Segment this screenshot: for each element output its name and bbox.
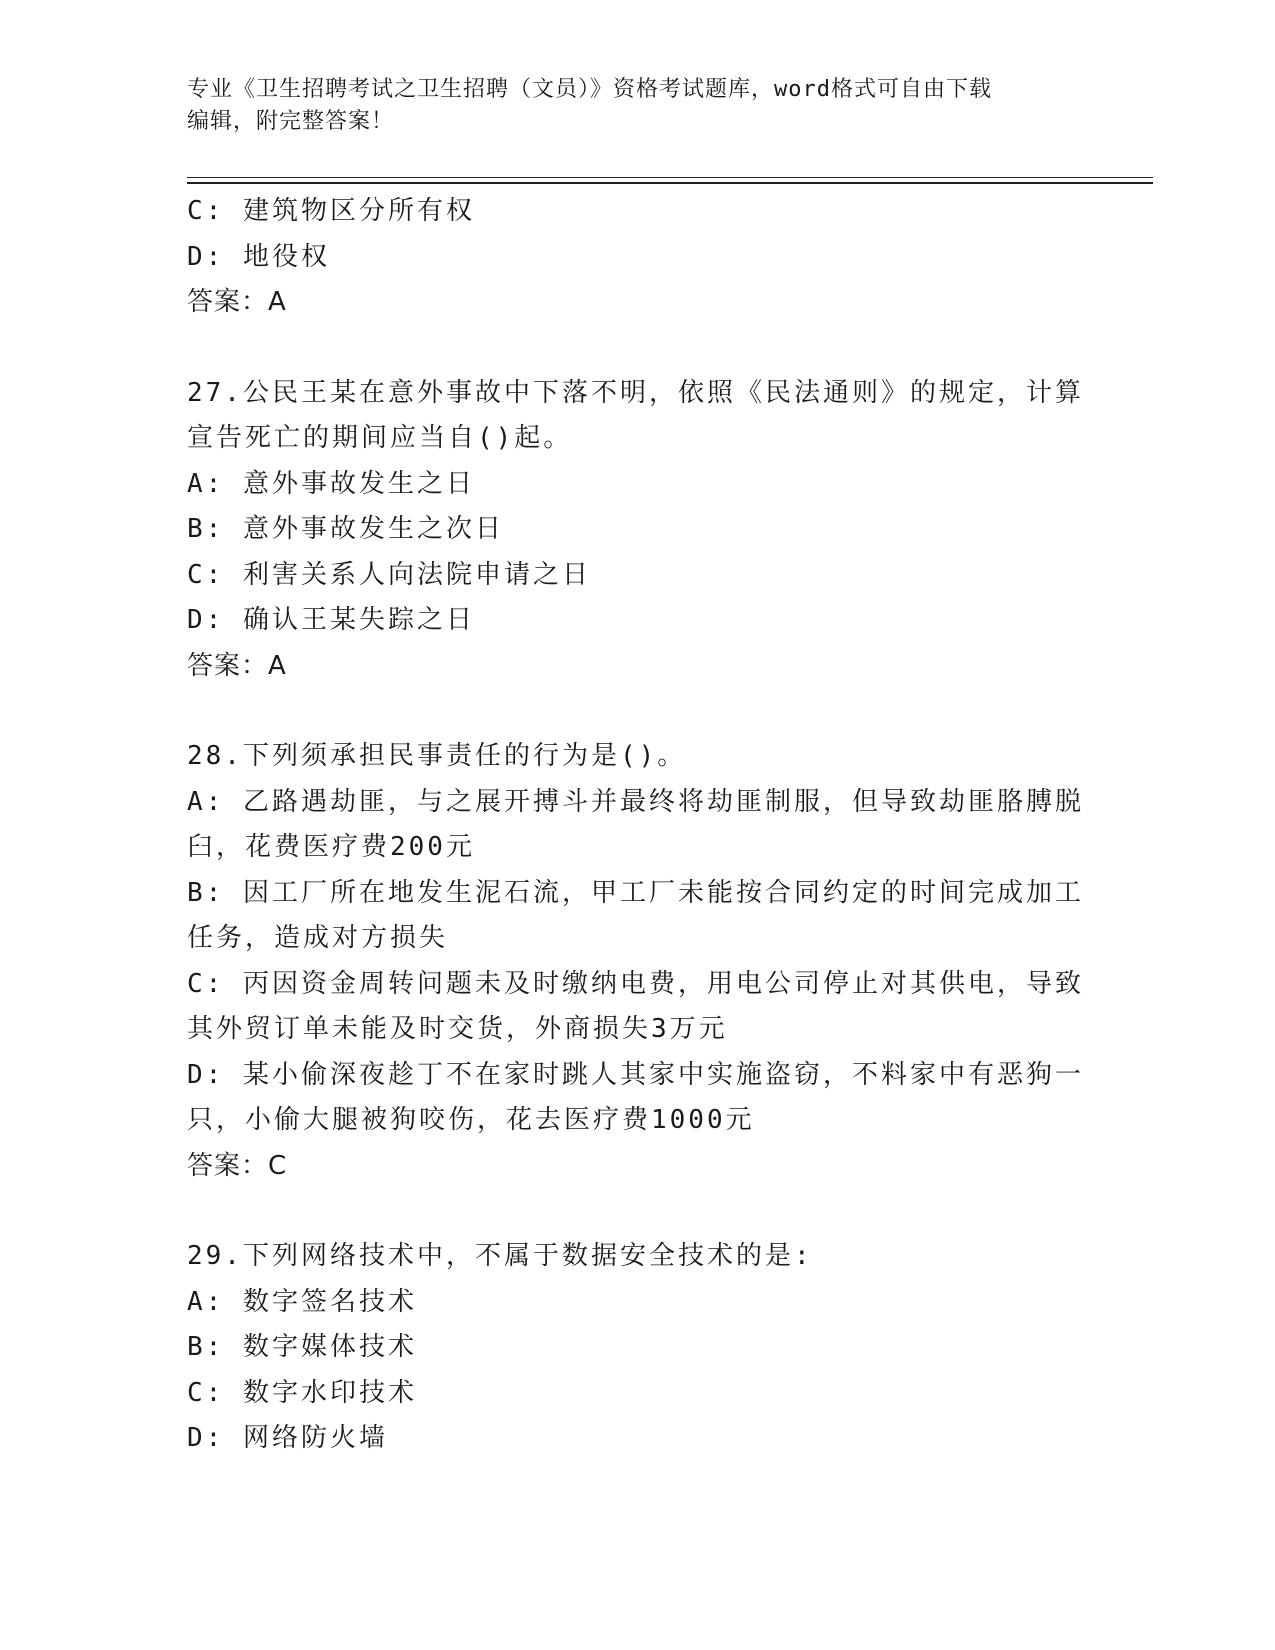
question-28 [187, 734, 1087, 1189]
option-d: D: 某小偷深夜趁丁不在家时跳人其家中实施盗窃，不料家中有恶狗一 [187, 1059, 1084, 1090]
question-stem: 27.公民王某在意外事故中下落不明，依照《民法通则》的规定，计算 [187, 377, 1084, 408]
question-stem-continued: 宣告死亡的期间应当自()起。 [187, 423, 573, 453]
question-stem: 28.下列须承担民事责任的行为是()。 [187, 741, 687, 771]
option-c: C: 丙因资金周转问题未及时缴纳电费，用电公司停止对其供电，导致 [187, 968, 1084, 999]
spacer [187, 326, 1087, 371]
question-stem: 29.下列网络技术中，不属于数据安全技术的是: [187, 1241, 813, 1271]
option-d: D: 确认王某失踪之日 [187, 605, 475, 635]
header-line-2: 编辑，附完整答案！ [187, 109, 395, 134]
document-header [187, 74, 1087, 138]
option-b-continued: 任务，造成对方损失 [187, 923, 449, 953]
spacer [187, 1189, 1087, 1234]
option-a: A: 乙路遇劫匪，与之展开搏斗并最终将劫匪制服，但导致劫匪胳膊脱 [187, 786, 1084, 817]
spacer [187, 689, 1087, 734]
option-c: C: 数字水印技术 [187, 1377, 417, 1408]
option-b: B: 数字媒体技术 [187, 1332, 417, 1362]
option-d-continued: 只，小偷大腿被狗咬伤，花去医疗费1000元 [187, 1105, 755, 1135]
question-26-tail [187, 189, 1087, 326]
question-29 [187, 1234, 1087, 1462]
option-c-continued: 其外贸订单未能及时交货，外商损失3万元 [187, 1014, 728, 1044]
option-d: D: 地役权 [187, 241, 330, 272]
answer-line: 答案：A [187, 287, 287, 317]
header-divider-thin [187, 177, 1153, 178]
option-b: B: 因工厂所在地发生泥石流，甲工厂未能按合同约定的时间完成加工 [187, 877, 1084, 908]
question-list [187, 189, 1087, 1462]
option-b: B: 意外事故发生之次日 [187, 514, 504, 544]
option-a: A: 意外事故发生之日 [187, 468, 475, 499]
answer-line: 答案：C [187, 1150, 288, 1181]
answer-line: 答案：A [187, 650, 287, 681]
option-d: D: 网络防火墙 [187, 1423, 388, 1453]
header-divider-thick [187, 182, 1153, 184]
header-line-1: 专业《卫生招聘考试之卫生招聘（文员）》资格考试题库，word格式可自由下载 [187, 77, 992, 102]
option-a-continued: 臼，花费医疗费200元 [187, 832, 475, 862]
option-c: C: 利害关系人向法院申请之日 [187, 559, 591, 590]
option-c: C: 建筑物区分所有权 [187, 196, 475, 226]
question-27 [187, 371, 1087, 690]
option-a: A: 数字签名技术 [187, 1286, 417, 1317]
